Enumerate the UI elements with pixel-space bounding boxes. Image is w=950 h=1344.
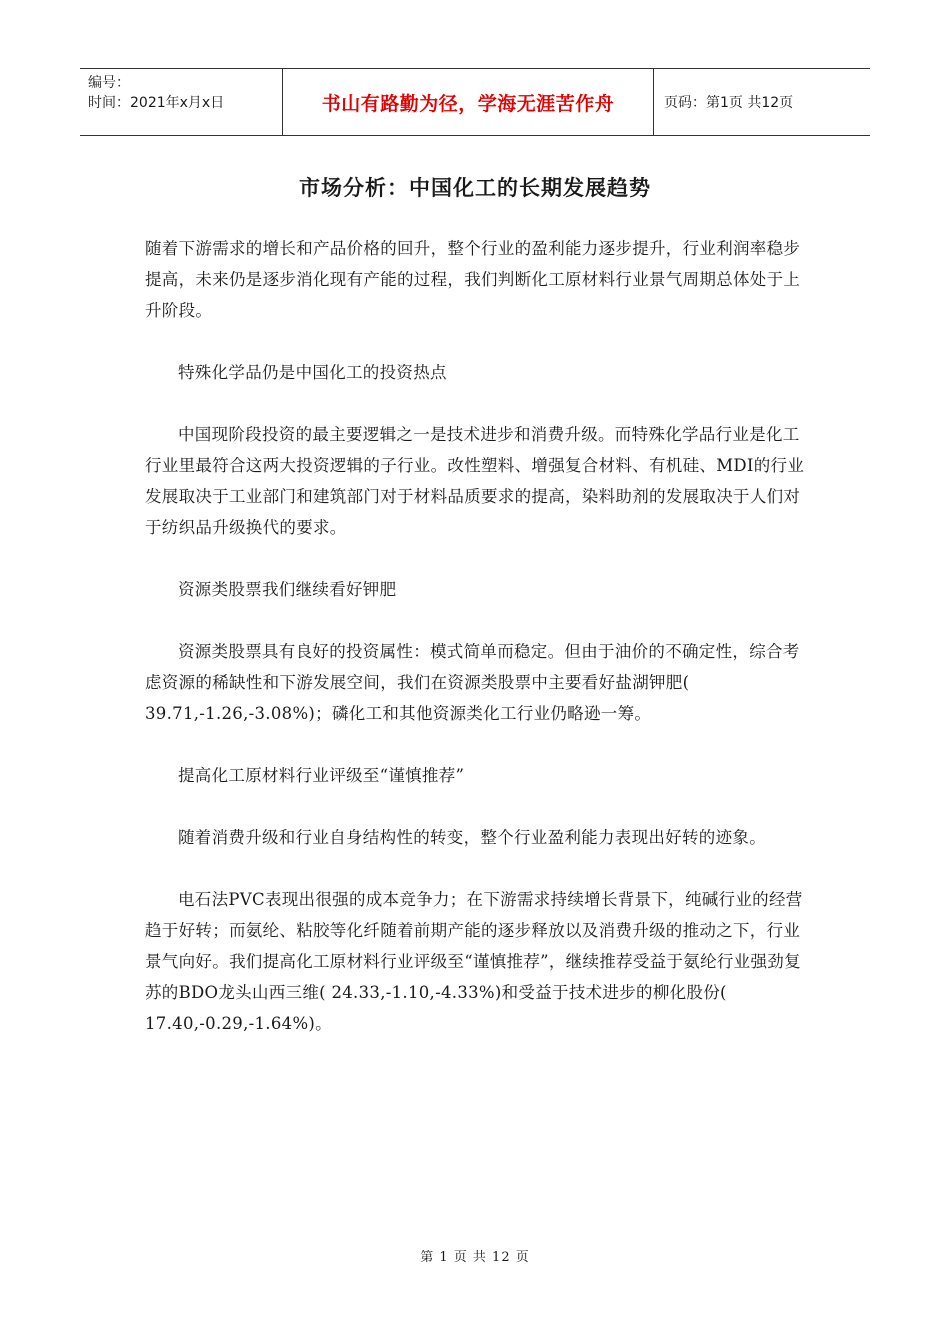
document-title: 市场分析：中国化工的长期发展趋势 [299, 176, 651, 200]
section-heading: 特殊化学品仍是中国化工的投资热点 [178, 363, 447, 382]
header-page-cell [654, 69, 870, 135]
header-table [80, 68, 870, 136]
header-meta-cell [80, 69, 282, 135]
header-motto: 书山有路勤为径，学海无涯苦作舟 [321, 92, 615, 115]
page-footer: 第 1 页 共 12 页 [420, 1250, 530, 1265]
paragraph: 中国现阶段投资的最主要逻辑之一是技术进步和消费升级。而特殊化学品行业是化工行业里最符合这两大投资逻辑的子行业。改性塑料、增强复合材料、有机硅、MDI的行业发展取决于工业部门和建筑部门对于材料品质要求的提高，染料助剂的发展取决于人们对于纺织品升级换代的要求。 [145, 425, 805, 537]
header-motto-cell [282, 69, 654, 135]
document-body [145, 233, 813, 1039]
document-time-label: 时间：2021年x月x日 [88, 95, 225, 111]
paragraph: 资源类股票具有良好的投资属性：模式简单而稳定。但由于油价的不确定性，综合考虑资源的稀缺性和下游发展空间，我们在资源类股票中主要看好盐湖钾肥( 39.71,-1.26,-3.08%)；磷化工和其他资源类化工行业仍略逊一筹。 [145, 642, 800, 723]
paragraph-intro: 随着下游需求的增长和产品价格的回升，整个行业的盈利能力逐步提升，行业利润率稳步提高，未来仍是逐步消化现有产能的过程，我们判断化工原材料行业景气周期总体处于上升阶段。 [145, 239, 801, 320]
section-heading: 提高化工原材料行业评级至“谨慎推荐” [178, 766, 465, 785]
paragraph: 随着消费升级和行业自身结构性的转变，整个行业盈利能力表现出好转的迹象。 [178, 828, 766, 847]
section-heading: 资源类股票我们继续看好钾肥 [178, 580, 397, 599]
header-page-info: 页码：第1页 共12页 [664, 95, 794, 111]
document-number-label: 编号： [88, 75, 130, 91]
paragraph: 电石法PVC表现出很强的成本竞争力；在下游需求持续增长背景下，纯碱行业的经营趋于好转；而氨纶、粘胶等化纤随着前期产能的逐步释放以及消费升级的推动之下，行业景气向好。我们提高化工原材料行业评级至“谨慎推荐”，继续推荐受益于氨纶行业强劲复苏的BDO龙头山西三维( 24.33,-1.10,-4.33%)和受益于技术进步的柳化股份( 17.40,-0.29,-1.64%)。 [145, 890, 803, 1033]
